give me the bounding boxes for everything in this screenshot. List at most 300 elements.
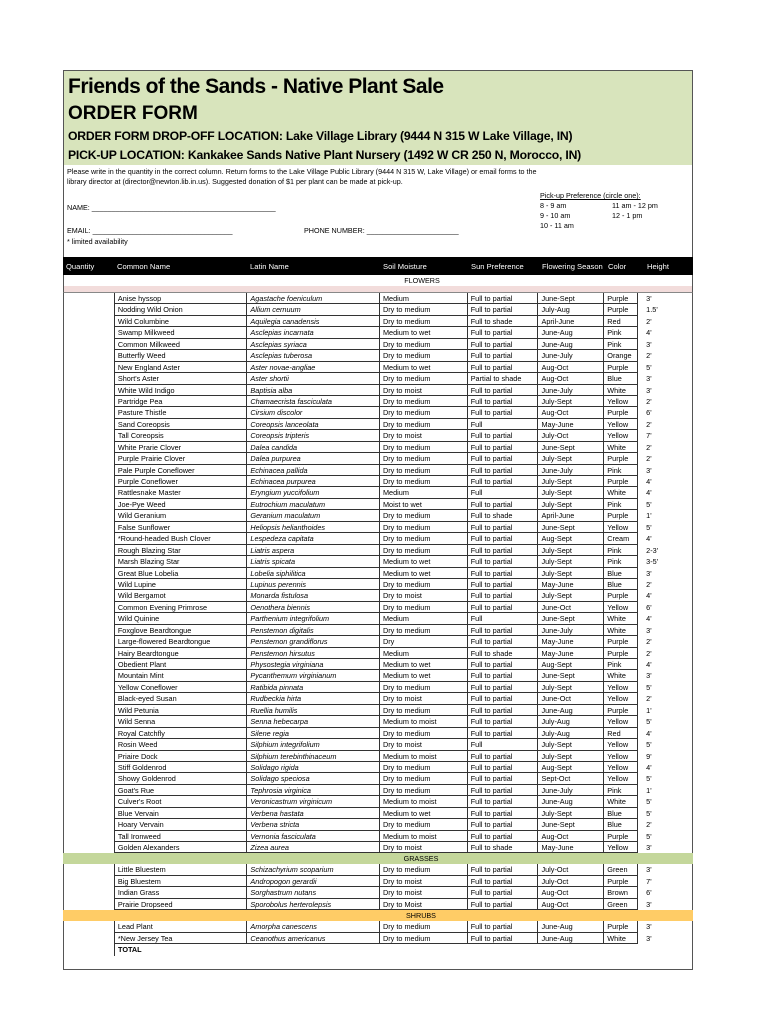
soil-moisture-cell: Dry	[380, 636, 468, 647]
soil-moisture-cell: Medium to wet	[380, 659, 468, 670]
quantity-cell[interactable]	[64, 682, 115, 693]
table-row	[64, 339, 692, 350]
sun-preference-cell: Full to partial	[468, 670, 539, 681]
flowering-season-cell: June-July	[538, 785, 604, 796]
table-row	[64, 522, 692, 533]
latin-name-cell: Aster novae-angliae	[247, 362, 380, 373]
flowering-season-cell: June-July	[538, 385, 604, 396]
intro-section	[63, 165, 693, 257]
quantity-cell[interactable]	[64, 773, 115, 784]
color-cell: Pink	[604, 545, 638, 556]
soil-moisture-cell: Dry to medium	[380, 465, 468, 476]
common-name-cell: Purple Coneflower	[115, 476, 248, 487]
color-cell: Pink	[604, 339, 638, 350]
flowering-season-cell: June-Aug	[538, 705, 604, 716]
height-cell: 2'	[646, 419, 652, 429]
color-cell: Blue	[604, 819, 638, 830]
sun-preference-cell: Full to partial	[468, 590, 539, 601]
flowering-season-cell: July-Sept	[538, 568, 604, 579]
flowering-season-cell: April-June	[538, 510, 604, 521]
sun-preference-cell: Full to partial	[468, 693, 539, 704]
flowering-season-cell: June-Sept	[538, 613, 604, 624]
latin-name-cell: Rudbeckia hirta	[247, 693, 380, 704]
flowering-season-cell: Sept-Oct	[538, 773, 604, 784]
quantity-cell[interactable]	[64, 876, 115, 887]
quantity-cell[interactable]	[64, 304, 115, 315]
section-label: GRASSES	[403, 854, 439, 864]
latin-name-cell: Parthenium integrifolium	[247, 613, 380, 624]
color-cell: Purple	[604, 293, 638, 304]
sun-preference-cell: Full to partial	[468, 831, 539, 842]
flowering-season-cell: June-Aug	[538, 339, 604, 350]
sun-preference-cell: Full to shade	[468, 510, 539, 521]
common-name-cell: Pasture Thistle	[115, 407, 248, 418]
section-label: FLOWERS	[404, 276, 440, 285]
flowering-season-cell: Aug-Oct	[538, 887, 604, 898]
quantity-cell[interactable]	[64, 625, 115, 636]
soil-moisture-cell: Dry to moist	[380, 739, 468, 750]
quantity-cell[interactable]	[64, 636, 115, 647]
quantity-cell[interactable]	[64, 545, 115, 556]
latin-name-cell: Zizea aurea	[247, 842, 380, 853]
common-name-cell: Common Evening Primrose	[115, 602, 248, 613]
quantity-cell[interactable]	[64, 933, 115, 944]
sun-preference-cell: Full to partial	[468, 602, 539, 613]
height-cell: 2'	[646, 351, 652, 361]
common-name-cell: Tall Ironweed	[115, 831, 248, 842]
quantity-cell[interactable]	[64, 887, 115, 898]
quantity-cell[interactable]	[64, 442, 115, 453]
latin-name-cell: Baptisia alba	[247, 385, 380, 396]
total-quantity[interactable]	[64, 944, 115, 955]
quantity-cell[interactable]	[64, 808, 115, 819]
height-cell: 5'	[646, 682, 652, 692]
column-header: Color	[608, 261, 627, 271]
sun-preference-cell: Full to partial	[468, 808, 539, 819]
soil-moisture-cell: Dry to moist	[380, 430, 468, 441]
quantity-cell[interactable]	[64, 316, 115, 327]
sun-preference-cell: Full to partial	[468, 556, 539, 567]
soil-moisture-cell: Dry to moist	[380, 887, 468, 898]
pickup-time-option[interactable]: 11 am - 12 pm	[612, 201, 658, 210]
common-name-cell: Hoary Vervain	[115, 819, 248, 830]
table-row	[64, 762, 692, 773]
latin-name-cell: Tephrosia virginica	[247, 785, 380, 796]
latin-name-cell: Aster shortii	[247, 373, 380, 384]
soil-moisture-cell: Medium	[380, 648, 468, 659]
flowering-season-cell: July-Sept	[538, 499, 604, 510]
table-row	[64, 887, 692, 898]
flowering-season-cell: Aug-Oct	[538, 407, 604, 418]
soil-moisture-cell: Dry to medium	[380, 933, 468, 944]
table-row	[64, 499, 692, 510]
latin-name-cell: Veronicastrum virginicum	[247, 796, 380, 807]
sun-preference-cell: Full	[468, 487, 539, 498]
soil-moisture-cell: Dry to medium	[380, 396, 468, 407]
table-row	[64, 808, 692, 819]
sun-preference-cell: Full to partial	[468, 796, 539, 807]
color-cell: Pink	[604, 499, 638, 510]
total-label: TOTAL	[118, 945, 142, 955]
common-name-cell: Short's Aster	[115, 373, 248, 384]
email-field[interactable]: EMAIL: ___________________________________	[67, 226, 233, 235]
common-name-cell: Rough Blazing Star	[115, 545, 248, 556]
flowering-season-cell: May-June	[538, 648, 604, 659]
phone-field[interactable]: PHONE NUMBER: _______________________	[304, 226, 459, 235]
common-name-cell: *Round-headed Bush Clover	[115, 533, 248, 544]
common-name-cell: Wild Quinine	[115, 613, 248, 624]
soil-moisture-cell: Dry to medium	[380, 579, 468, 590]
flowering-season-cell: Aug-Sept	[538, 762, 604, 773]
soil-moisture-cell: Medium to wet	[380, 568, 468, 579]
height-cell: 1'	[646, 705, 652, 715]
flowering-season-cell: June-Aug	[538, 327, 604, 338]
sun-preference-cell: Full to partial	[468, 899, 539, 910]
sun-preference-cell: Full to partial	[468, 568, 539, 579]
quantity-cell[interactable]	[64, 751, 115, 762]
common-name-cell: White Prarie Clover	[115, 442, 248, 453]
quantity-cell[interactable]	[64, 476, 115, 487]
latin-name-cell: Lespedeza capitata	[247, 533, 380, 544]
flowering-season-cell: July-Oct	[538, 876, 604, 887]
common-name-cell: Large-flowered Beardtongue	[115, 636, 248, 647]
sun-preference-cell: Full to partial	[468, 465, 539, 476]
color-cell: Blue	[604, 568, 638, 579]
sun-preference-cell: Full to partial	[468, 579, 539, 590]
name-field[interactable]: NAME: ______________________________________________	[67, 203, 276, 212]
sun-preference-cell: Full to partial	[468, 659, 539, 670]
soil-moisture-cell: Dry to moist	[380, 876, 468, 887]
quantity-cell[interactable]	[64, 842, 115, 853]
quantity-cell[interactable]	[64, 602, 115, 613]
height-cell: 4'	[646, 591, 652, 601]
quantity-cell[interactable]	[64, 590, 115, 601]
height-cell: 3'	[646, 294, 652, 303]
order-form	[63, 70, 693, 970]
quantity-cell[interactable]	[64, 762, 115, 773]
latin-name-cell: Lupinus perennis	[247, 579, 380, 590]
latin-name-cell: Asclepias syriaca	[247, 339, 380, 350]
flowering-season-cell: June-July	[538, 350, 604, 361]
flowering-season-cell: July-Oct	[538, 430, 604, 441]
form-header	[63, 70, 693, 165]
quantity-cell[interactable]	[64, 785, 115, 796]
flowering-season-cell: April-June	[538, 316, 604, 327]
height-cell: 5'	[646, 740, 652, 750]
sun-preference-cell: Full to partial	[468, 430, 539, 441]
pickup-time-option[interactable]: 12 - 1 pm	[612, 211, 643, 220]
color-cell: Purple	[604, 876, 638, 887]
height-cell: 5'	[646, 797, 652, 807]
sun-preference-cell: Full to partial	[468, 887, 539, 898]
sun-preference-cell: Full to partial	[468, 453, 539, 464]
height-cell: 5'	[646, 774, 652, 784]
sun-preference-cell: Full to partial	[468, 499, 539, 510]
soil-moisture-cell: Dry to medium	[380, 762, 468, 773]
table-row	[64, 293, 692, 304]
height-cell: 4'	[646, 488, 652, 498]
quantity-cell[interactable]	[64, 864, 115, 875]
latin-name-cell: Andropogon gerardii	[247, 876, 380, 887]
soil-moisture-cell: Medium to wet	[380, 808, 468, 819]
color-cell: Yellow	[604, 751, 638, 762]
height-cell: 2'	[646, 579, 652, 589]
latin-name-cell: Dalea candida	[247, 442, 380, 453]
section-header-grasses	[63, 853, 693, 864]
height-cell: 5'	[646, 362, 652, 372]
pickup-time-option[interactable]: 8 - 9 am	[540, 201, 567, 210]
quantity-cell[interactable]	[64, 522, 115, 533]
sun-preference-cell: Full to partial	[468, 636, 539, 647]
soil-moisture-cell: Dry to medium	[380, 728, 468, 739]
flowering-season-cell: June-July	[538, 465, 604, 476]
latin-name-cell: Liatris spicata	[247, 556, 380, 567]
quantity-cell[interactable]	[64, 533, 115, 544]
soil-moisture-cell: Medium to moist	[380, 751, 468, 762]
color-cell: Purple	[604, 407, 638, 418]
common-name-cell: Wild Columbine	[115, 316, 248, 327]
flowering-season-cell: Aug-Sept	[538, 533, 604, 544]
latin-name-cell: Silphium terebinthinaceum	[247, 751, 380, 762]
height-cell: 3'	[646, 339, 652, 349]
soil-moisture-cell: Medium to wet	[380, 556, 468, 567]
quantity-cell[interactable]	[64, 510, 115, 521]
flowering-season-cell: May-June	[538, 636, 604, 647]
quantity-cell[interactable]	[64, 385, 115, 396]
height-cell: 6'	[646, 602, 652, 612]
quantity-cell[interactable]	[64, 556, 115, 567]
height-cell: 7'	[646, 876, 652, 886]
color-cell: Pink	[604, 556, 638, 567]
soil-moisture-cell: Dry to medium	[380, 304, 468, 315]
color-cell: Yellow	[604, 773, 638, 784]
common-name-cell: Little Bluestem	[115, 864, 248, 875]
sun-preference-cell: Full to partial	[468, 396, 539, 407]
pickup-time-option[interactable]: 9 - 10 am	[540, 211, 571, 220]
height-cell: 4'	[646, 328, 652, 338]
common-name-cell: Hairy Beardtongue	[115, 648, 248, 659]
quantity-cell[interactable]	[64, 670, 115, 681]
color-cell: Purple	[604, 705, 638, 716]
quantity-cell[interactable]	[64, 831, 115, 842]
table-row	[64, 487, 692, 498]
quantity-cell[interactable]	[64, 362, 115, 373]
height-cell: 2'	[646, 442, 652, 452]
quantity-cell[interactable]	[64, 430, 115, 441]
quantity-cell[interactable]	[64, 327, 115, 338]
color-cell: Purple	[604, 831, 638, 842]
color-cell: Purple	[604, 636, 638, 647]
latin-name-cell: Dalea purpurea	[247, 453, 380, 464]
common-name-cell: Partridge Pea	[115, 396, 248, 407]
table-row	[64, 350, 692, 361]
color-cell: Purple	[604, 648, 638, 659]
table-row	[64, 442, 692, 453]
quantity-cell[interactable]	[64, 819, 115, 830]
soil-moisture-cell: Dry to medium	[380, 921, 468, 932]
latin-name-cell: Amorpha canescens	[247, 921, 380, 932]
common-name-cell: Joe-Pye Weed	[115, 499, 248, 510]
height-cell: 5'	[646, 717, 652, 727]
color-cell: White	[604, 670, 638, 681]
common-name-cell: New England Aster	[115, 362, 248, 373]
quantity-cell[interactable]	[64, 613, 115, 624]
quantity-cell[interactable]	[64, 899, 115, 910]
table-row	[64, 739, 692, 750]
quantity-cell[interactable]	[64, 648, 115, 659]
table-row	[64, 465, 692, 476]
common-name-cell: Sand Coreopsis	[115, 419, 248, 430]
color-cell: Blue	[604, 373, 638, 384]
quantity-cell[interactable]	[64, 465, 115, 476]
latin-name-cell: Asclepias tuberosa	[247, 350, 380, 361]
height-cell: 3'	[646, 374, 652, 384]
soil-moisture-cell: Dry to medium	[380, 453, 468, 464]
quantity-cell[interactable]	[64, 293, 115, 304]
common-name-cell: Rosin Weed	[115, 739, 248, 750]
height-cell: 3'	[646, 899, 652, 909]
color-cell: Blue	[604, 808, 638, 819]
table-row	[64, 659, 692, 670]
soil-moisture-cell: Medium	[380, 293, 468, 304]
table-row	[64, 728, 692, 739]
height-cell: 6'	[646, 408, 652, 418]
quantity-cell[interactable]	[64, 716, 115, 727]
quantity-cell[interactable]	[64, 568, 115, 579]
soil-moisture-cell: Dry to moist	[380, 385, 468, 396]
flowers-table	[63, 293, 693, 853]
column-header: Soil Moisture	[383, 261, 427, 271]
flowering-season-cell: July-Aug	[538, 304, 604, 315]
common-name-cell: Showy Goldenrod	[115, 773, 248, 784]
table-row	[64, 921, 692, 932]
soil-moisture-cell: Moist to wet	[380, 499, 468, 510]
table-row	[64, 933, 692, 944]
latin-name-cell: Echinacea purpurea	[247, 476, 380, 487]
sun-preference-cell: Full	[468, 739, 539, 750]
quantity-cell[interactable]	[64, 407, 115, 418]
quantity-cell[interactable]	[64, 339, 115, 350]
height-cell: 4'	[646, 660, 652, 669]
quantity-cell[interactable]	[64, 921, 115, 932]
soil-moisture-cell: Dry to medium	[380, 705, 468, 716]
color-cell: Purple	[604, 590, 638, 601]
common-name-cell: Pale Purple Coneflower	[115, 465, 248, 476]
quantity-cell[interactable]	[64, 396, 115, 407]
soil-moisture-cell: Dry to medium	[380, 419, 468, 430]
latin-name-cell: Ruellia humilis	[247, 705, 380, 716]
table-row	[64, 533, 692, 544]
color-cell: White	[604, 933, 638, 944]
table-row	[64, 785, 692, 796]
quantity-cell[interactable]	[64, 350, 115, 361]
table-row	[64, 613, 692, 624]
table-row	[64, 602, 692, 613]
quantity-cell[interactable]	[64, 796, 115, 807]
common-name-cell: Black-eyed Susan	[115, 693, 248, 704]
total-row	[63, 944, 693, 955]
latin-name-cell: Lobelia siphilitica	[247, 568, 380, 579]
flowering-season-cell: July-Sept	[538, 682, 604, 693]
quantity-cell[interactable]	[64, 728, 115, 739]
form-subtitle: ORDER FORM	[68, 103, 198, 124]
common-name-cell: Butterfly Weed	[115, 350, 248, 361]
common-name-cell: Tall Coreopsis	[115, 430, 248, 441]
soil-moisture-cell: Dry to medium	[380, 442, 468, 453]
quantity-cell[interactable]	[64, 739, 115, 750]
soil-moisture-cell: Medium to moist	[380, 716, 468, 727]
color-cell: White	[604, 796, 638, 807]
soil-moisture-cell: Medium to wet	[380, 670, 468, 681]
form-title: Friends of the Sands - Native Plant Sale	[68, 75, 444, 98]
flowering-season-cell: May-June	[538, 419, 604, 430]
sun-preference-cell: Full to partial	[468, 304, 539, 315]
flowering-season-cell: May-June	[538, 579, 604, 590]
table-row	[64, 419, 692, 430]
common-name-cell: Yellow Coneflower	[115, 682, 248, 693]
sun-preference-cell: Full to partial	[468, 785, 539, 796]
pickup-time-option[interactable]: 10 - 11 am	[540, 221, 574, 230]
latin-name-cell: Ratibida pinnata	[247, 682, 380, 693]
table-row	[64, 453, 692, 464]
quantity-cell[interactable]	[64, 487, 115, 498]
common-name-cell: Purple Prairie Clover	[115, 453, 248, 464]
quantity-cell[interactable]	[64, 499, 115, 510]
height-cell: 3'	[646, 465, 652, 475]
table-bottom	[63, 956, 693, 970]
sun-preference-cell: Full	[468, 419, 539, 430]
quantity-cell[interactable]	[64, 453, 115, 464]
flowering-season-cell: June-Aug	[538, 921, 604, 932]
color-cell: White	[604, 613, 638, 624]
color-cell: Yellow	[604, 430, 638, 441]
quantity-cell[interactable]	[64, 705, 115, 716]
flowering-season-cell: June-Oct	[538, 602, 604, 613]
table-row	[64, 373, 692, 384]
soil-moisture-cell: Dry to medium	[380, 373, 468, 384]
color-cell: Brown	[604, 887, 638, 898]
table-row	[64, 430, 692, 441]
column-header: Height	[647, 261, 669, 271]
table-row	[64, 831, 692, 842]
flowering-season-cell: July-Sept	[538, 476, 604, 487]
height-cell: 1'	[646, 511, 652, 521]
quantity-cell[interactable]	[64, 373, 115, 384]
latin-name-cell: Chamaecrista fasciculata	[247, 396, 380, 407]
quantity-cell[interactable]	[64, 659, 115, 670]
sun-preference-cell: Full to partial	[468, 407, 539, 418]
flowering-season-cell: July-Sept	[538, 556, 604, 567]
quantity-cell[interactable]	[64, 419, 115, 430]
height-cell: 4'	[646, 534, 652, 544]
sun-preference-cell: Partial to shade	[468, 373, 539, 384]
soil-moisture-cell: Dry to medium	[380, 682, 468, 693]
flowering-season-cell: June-Sept	[538, 522, 604, 533]
common-name-cell: Wild Senna	[115, 716, 248, 727]
latin-name-cell: Penstemon digitalis	[247, 625, 380, 636]
sun-preference-cell: Full to partial	[468, 476, 539, 487]
quantity-cell[interactable]	[64, 693, 115, 704]
sun-preference-cell: Full	[468, 613, 539, 624]
column-header: Sun Preference	[471, 261, 524, 271]
latin-name-cell: Silphium integrifolium	[247, 739, 380, 750]
soil-moisture-cell: Dry to medium	[380, 602, 468, 613]
common-name-cell: Marsh Blazing Star	[115, 556, 248, 567]
common-name-cell: Prairie Dropseed	[115, 899, 248, 910]
quantity-cell[interactable]	[64, 579, 115, 590]
flowering-season-cell: Aug-Oct	[538, 362, 604, 373]
latin-name-cell: Eryngium yuccifolium	[247, 487, 380, 498]
